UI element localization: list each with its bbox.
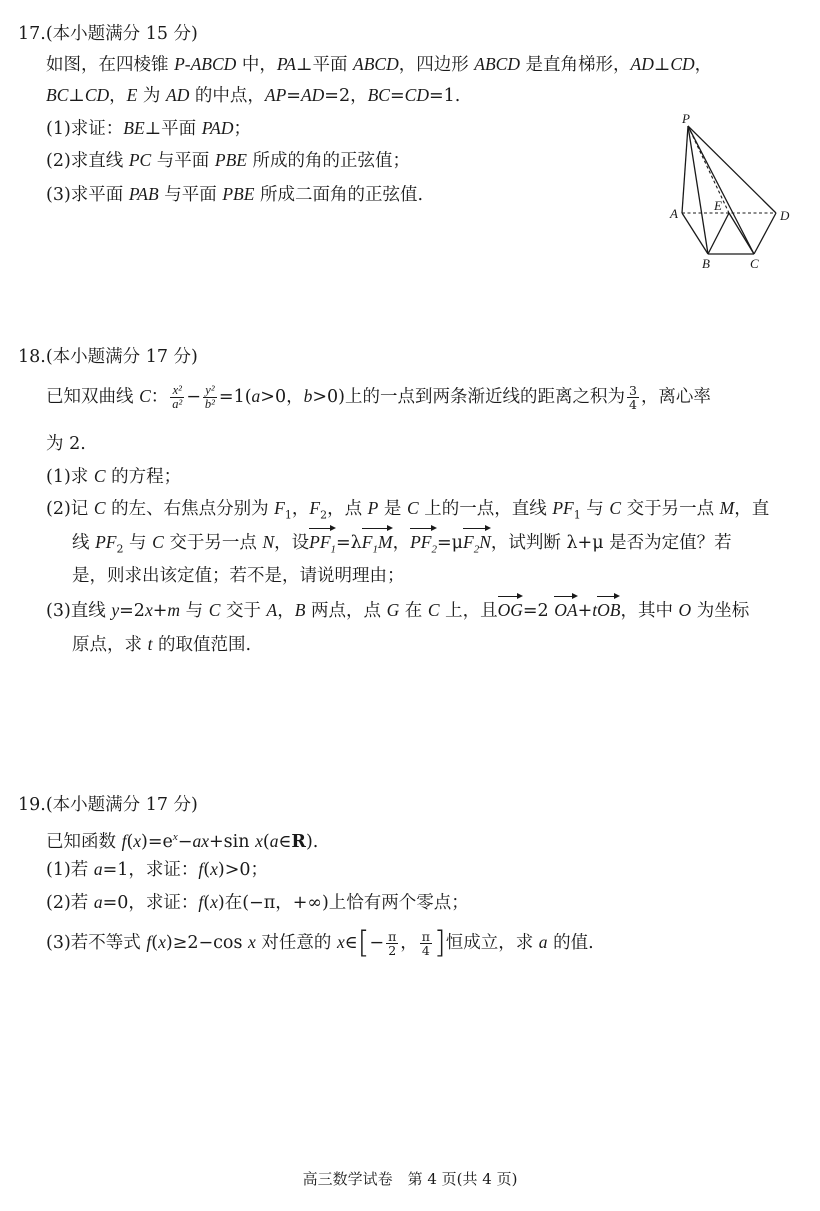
q17-part2: (2)求直线 PC 与平面 PBE 所成的角的正弦值； <box>46 150 411 171</box>
q18-part2-line1: (2)记 C 的左、右焦点分别为 $F_1$，$F_2$，点 P 是 C 上的一点，直线 $PF_1$ 与 C 交于另一点 M，直 <box>46 498 770 522</box>
q17-header: 17.(本小题满分 15 分) <box>18 24 198 44</box>
frac-x2-a2: $\frac{\text{x²}}{\text{a²}}$ <box>172 383 183 411</box>
vector-F2N: $F_2N$ <box>463 530 491 562</box>
q17-part3: (3)求平面 PAB 与平面 PBE 所成二面角的正弦值. <box>46 184 424 205</box>
left-bracket: [ <box>357 925 370 961</box>
q18-header: 18.(本小题满分 17 分) <box>18 347 198 367</box>
edge-CD <box>754 213 776 254</box>
label-D: D <box>780 208 790 223</box>
vector-OA: OA <box>554 600 578 620</box>
q19-line1: 已知函数 $f(x)=e^x-ax+\sin$ x(a∈R). <box>46 830 319 852</box>
vector-PF2: $PF_2$ <box>410 530 437 562</box>
label-P: P <box>682 112 690 126</box>
edge-EC <box>729 213 754 254</box>
q18-line2: 为 2. <box>46 434 86 454</box>
q19-header: 19.(本小题满分 17 分) <box>18 795 198 815</box>
label-A: A <box>670 206 678 221</box>
frac-pi-2: $\frac{\pi}{2}$ <box>388 929 397 958</box>
right-bracket: ] <box>434 925 446 961</box>
vector-OB: OB <box>597 600 621 620</box>
pyramid-figure <box>668 112 798 272</box>
q17-line2: BC⊥CD，E 为 AD 的中点，AP=AD=2，BC=CD=1. <box>46 85 461 106</box>
label-C: C <box>750 256 759 271</box>
q18-part1: (1)求 C 的方程； <box>46 466 182 487</box>
frac-y2-b2: $\frac{\text{y²}}{\text{b²}}$ <box>204 383 215 411</box>
q19-part2: (2)若 a=0，求证：f(x)在(−π，+∞)上恰有两个零点； <box>46 892 469 913</box>
frac-3-4: $\frac{3}{4}$ <box>628 383 637 412</box>
q19-part1: (1)若 a=1，求证：f(x)>0； <box>46 859 269 880</box>
q19-part3: (3)若不等式 f(x)≥2−cos x 对任意的 x∈[− $\frac{\pi}{2}$ ， $\frac{\pi}{4}$ ]恒成立，求 a 的值. <box>46 925 594 961</box>
edge-BE <box>708 213 729 254</box>
frac-pi-4: $\frac{\pi}{4}$ <box>421 929 431 958</box>
q17-part1: (1)求证：BE⊥平面 PAD； <box>46 118 251 139</box>
edge-PA <box>682 126 688 213</box>
edge-PD <box>688 126 776 213</box>
q18-part2-line3: 是，则求出该定值；若不是，请说明理由； <box>72 566 405 586</box>
vector-PF1: $PF_1$ <box>309 530 336 562</box>
label-B: B <box>702 256 710 271</box>
edge-AB <box>682 213 708 254</box>
q18-part2-line2: 线 $PF_2$ 与 C 交于另一点 N，设$PF_1=\lambda F_1M$，$PF_2=\mu F_2N$，试判断 λ+μ 是否为定值？若 <box>72 530 732 562</box>
q18-line1: 已知双曲线 C： $\frac{\text{x²}}{\text{a²}}$ − $\frac{\text{y²}}{\text{b²}}$ =1(a>0，b>0)上的一点到两条渐近线的距离之积为 $\frac{3}{4}$ ，离心率 <box>46 383 711 412</box>
vector-F1M: $F_1M$ <box>362 530 393 562</box>
q17-line1: 如图，在四棱锥 P-ABCD 中，PA⊥平面 ABCD，四边形 ABCD 是直角梯形，AD⊥CD， <box>46 54 713 75</box>
page-footer: 高三数学试卷 第 4 页(共 4 页) <box>302 1170 518 1188</box>
vector-OG: OG <box>497 600 523 620</box>
q18-part3-line2: 原点，求 t 的取值范围. <box>72 634 252 655</box>
q18-part3-line1: (3)直线 y=2x+m 与 C 交于 A，B 两点，点 G 在 C 上，且OG=2 OA+tOB，其中 O 为坐标 <box>46 600 750 621</box>
label-E: E <box>714 198 722 213</box>
